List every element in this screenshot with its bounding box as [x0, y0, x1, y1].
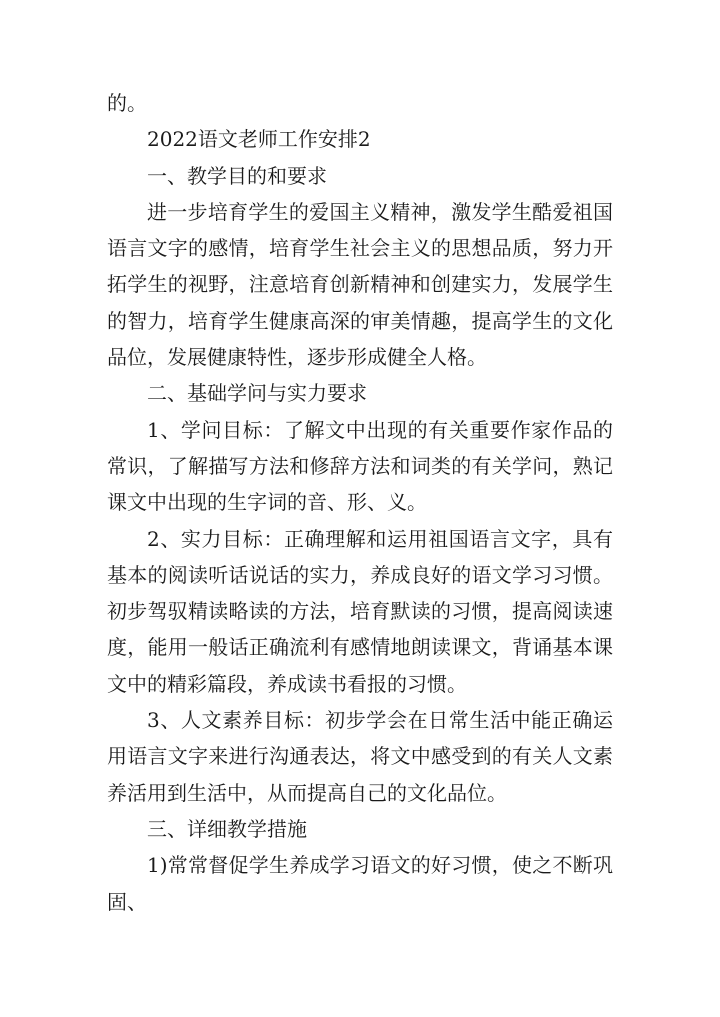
paragraph-teaching-goals: 进一步培育学生的爱国主义精神，激发学生酷爱祖国语言文字的感情，培育学生社会主义的思想品质，努力开拓学生的视野，注意培育创新精神和创建实力，发展学生的智力，培育学生健康高深的审美情趣，提高学生的文化品位，发展健康特性，逐步形成健全人格。 [107, 199, 613, 370]
paragraph-measure-1: 1)常常督促学生养成学习语文的好习惯，使之不断巩固、 [107, 853, 613, 914]
paragraph-ability-goal: 2、实力目标：正确理解和运用祖国语言文字，具有基本的阅读听话说话的实力，养成良好的语文学习习惯。初步驾驭精读略读的方法，培育默读的习惯，提高阅读速度，能用一般话正确流利有感情地朗读课文，背诵基本课文中的精彩篇段，养成读书看报的习惯。 [107, 526, 613, 696]
heading-teaching-goals: 一、教学目的和要求 [147, 163, 327, 188]
paragraph-continuation: 的。 [107, 91, 147, 115]
heading-teaching-measures: 三、详细教学措施 [147, 816, 307, 841]
document-body [107, 85, 613, 920]
paragraph-humanities-goal: 3、人文素养目标：初步学会在日常生活中能正确运用语言文字来进行沟通表达，将文中感受到的有关人文素养活用到生活中，从而提高自己的文化品位。 [107, 708, 613, 805]
heading-knowledge-ability: 二、基础学问与实力要求 [147, 381, 367, 406]
document-section-title: 2022语文老师工作安排2 [147, 127, 371, 152]
paragraph-knowledge-goal: 1、学问目标：了解文中出现的有关重要作家作品的常识，了解描写方法和修辞方法和词类的有关学问，熟记课文中出现的生字词的音、形、义。 [107, 417, 613, 515]
